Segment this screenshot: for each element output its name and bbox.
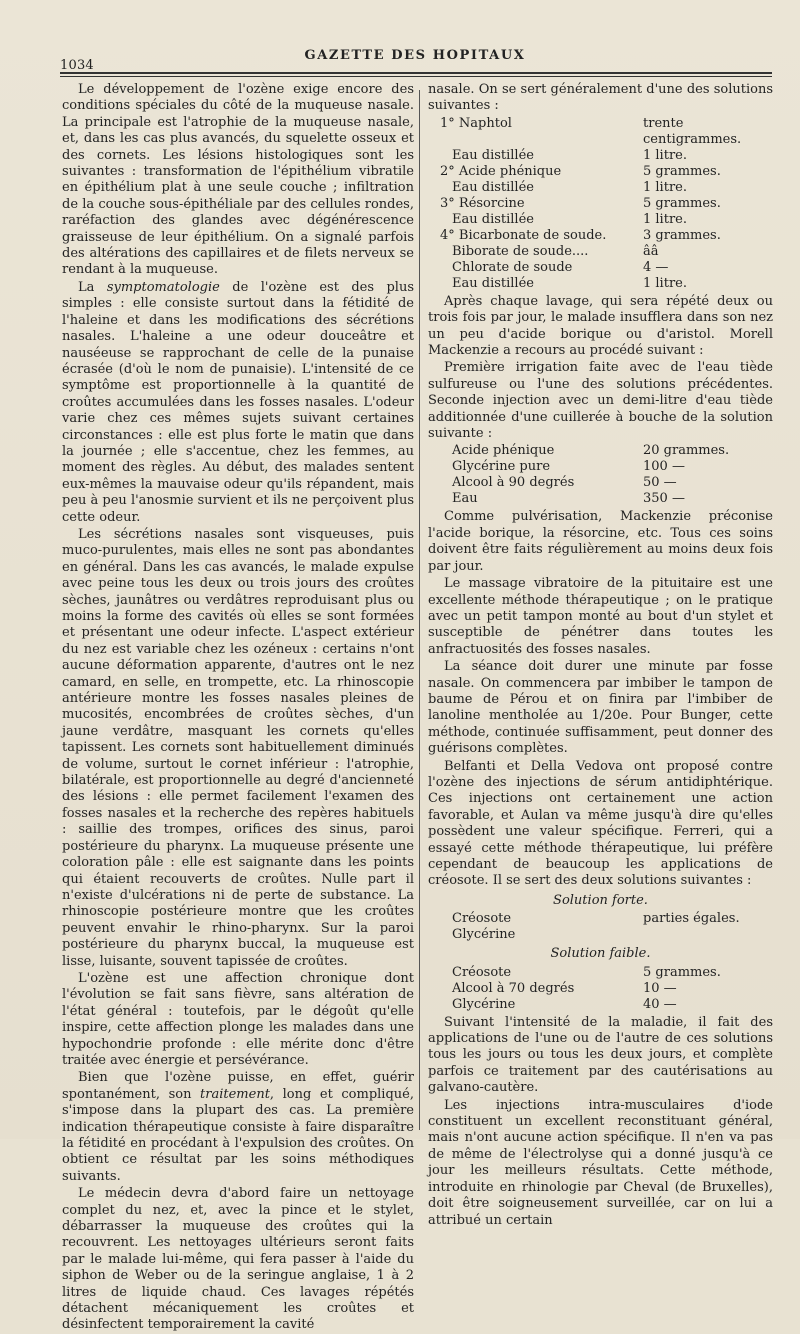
ingredient: Eau distillée xyxy=(452,275,534,291)
ingredient: Biborate de soude.... xyxy=(452,243,589,259)
prescription-row xyxy=(428,196,773,212)
column-divider xyxy=(419,90,420,1130)
left-column xyxy=(62,82,414,1333)
paragraph: Après chaque lavage, qui sera répété deux ou trois fois par jour, le malade insufflera dans son nez un peu d'acide borique ou d'aristol. Morell Mackenzie a recours au procédé suivant : xyxy=(428,293,773,359)
quantity: 5 grammes. xyxy=(643,195,721,211)
prescription-list xyxy=(428,965,773,1013)
paragraph xyxy=(62,280,414,526)
quantity: 1 litre. xyxy=(643,211,687,227)
ingredient: Alcool à 90 degrés xyxy=(452,475,575,491)
paragraph: L'ozène est une affection chronique dont l'évolution se fait sans fièvre, sans altération de l'état général : toutefois, par le dégoût qu'elle inspire, cette affection plonge les malades dans une hypochondrie profonde : elle mérite donc d'être traitée avec énergie et persévérance. xyxy=(62,970,414,1068)
quantity: 50 — xyxy=(643,475,677,491)
ingredient: Eau distillée xyxy=(452,211,534,227)
header-rule xyxy=(60,72,772,74)
prescription-row xyxy=(428,475,773,491)
paragraph: La séance doit durer une minute par fosse nasale. On commencera par imbiber le tampon de baume de Pérou et on finira par l'imbiber de lanoline mentholée au 1/20e. Pour Bunger, cette méthode, continuée suffisamment, peut donner des guérisons complètes. xyxy=(428,659,773,757)
solution-title: Solution faible. xyxy=(550,946,651,962)
ingredient: Eau distillée xyxy=(452,147,534,163)
prescription-row xyxy=(428,491,773,507)
prescription-row xyxy=(428,911,773,927)
prescription-row xyxy=(428,443,773,459)
ingredient: Créosote xyxy=(452,911,512,927)
header-rule-thin xyxy=(60,76,772,77)
paragraph: Comme pulvérisation, Mackenzie préconise l'acide borique, la résorcine, etc. Tous ces soins doivent être faits régulièrement au moins deux fois par jour. xyxy=(428,509,773,574)
ingredient: Eau distillée xyxy=(452,179,534,195)
ingredient: 3° Résorcine xyxy=(440,195,525,211)
quantity: 1 litre. xyxy=(643,147,687,163)
quantity: 1 litre. xyxy=(643,179,687,195)
prescription-row xyxy=(428,927,773,943)
quantity: 5 grammes. xyxy=(643,163,721,179)
quantity: trente centigrammes. xyxy=(643,115,742,147)
prescription-row xyxy=(428,244,773,260)
quantity: 4 — xyxy=(643,259,669,275)
paragraph xyxy=(62,1070,414,1185)
paragraph-text: de l'ozène est des plus simples : elle consiste surtout dans la fétidité de l'haleine et dans les modifications des sécrétions nasales. L'haleine a une odeur douceâtre et nauséeuse se rapprochant de celle de la punaise écrasée (d'où le nom de punaisie). L'intensité de ce symptôme est proportionnelle à la quantité de croûtes accumulées dans les fosses nasales. L'odeur varie chez ces mêmes sujets suivant certaines circonstances : elle est plus forte le matin que dans la journée ; elle s'accentue, chez les femmes, au moment des règles. Au début, des malades sentent eux-mêmes la mauvaise odeur qu'ils répandent, mais peu à peu l'anosmie survient et ils ne perçoivent plus cette odeur. xyxy=(62,279,414,525)
emphasis-term: traitement xyxy=(200,1086,270,1102)
prescription-row xyxy=(428,276,773,292)
page-number: 1034 xyxy=(60,58,94,73)
paragraph: Première irrigation faite avec de l'eau tiède sulfureuse ou l'une des solutions précédentes. Seconde injection avec un demi-litre d'eau tiède additionnée d'une cuillerée à bouche de la solution suivante : xyxy=(428,360,773,442)
prescription-row xyxy=(428,228,773,244)
paragraph: Suivant l'intensité de la maladie, il fait des applications de l'une ou de l'autre de ces solutions tous les jours ou tous les deux jours, et complète parfois ce traitement par des cautérisations au galvano-cautère. xyxy=(428,1014,773,1096)
ingredient: 4° Bicarbonate de soude. xyxy=(440,227,607,243)
paragraph: Les sécrétions nasales sont visqueuses, puis muco-purulentes, mais elles ne sont pas abondantes en général. Dans les cas avancés, le malade expulse avec peine tous les deux ou trois jours des croûtes sèches, jaunâtres ou verdâtres reproduisant plus ou moins la forme des cavités où elles se sont formées et présentant une odeur infecte. L'aspect extérieur du nez est variable chez les ozéneux : certains n'ont aucune déformation apparente, d'autres ont le nez camard, en selle, en trompette, etc. La rhinoscopie antérieure montre les fosses nasales pleines de mucosités, encombrées de croûtes sèches, d'un jaune verdâtre, masquant les cornets qu'elles tapissent. Les cornets sont habituellement diminués de volume, surtout le cornet inférieur : l'atrophie, bilatérale, est proportionnelle au degré d'ancienneté des lésions : elle permet facilement l'examen des fosses nasales et la recherche des repères habituels : saillie des trompes, orifices des sinus, paroi postérieure du pharynx. La muqueuse présente une coloration pâle : elle est saignante dans les points qui étaient recouverts de croûtes. Nulle part il n'existe d'ulcérations ni de perte de substance. La rhinoscopie postérieure montre que les croûtes peuvent envahir le rhino-pharynx. Sur la paroi postérieure du pharynx buccal, la muqueuse est lisse, luisante, souvent tapissée de croûtes. xyxy=(62,526,414,969)
quantity: 3 grammes. xyxy=(643,227,721,243)
prescription-list xyxy=(428,116,773,292)
prescription-list xyxy=(428,911,773,943)
prescription-row xyxy=(428,459,773,475)
ingredient: 2° Acide phénique xyxy=(440,163,562,179)
ingredient: 1° Naphtol xyxy=(440,115,512,131)
ingredient: Glycérine xyxy=(452,996,516,1012)
ingredient: Glycérine xyxy=(452,927,516,943)
quantity: 40 — xyxy=(643,996,677,1012)
quantity: ââ xyxy=(643,243,659,259)
paragraph: Le médecin devra d'abord faire un nettoyage complet du nez, et, avec la pince et le stylet, débarrasser la muqueuse des croûtes qui la recouvrent. Les nettoyages ultérieurs seront faits par le malade lui-même, qui fera passer à l'aide du siphon de Weber ou de la seringue anglaise, 1 à 2 litres de liquide chaud. Ces lavages répétés détachent mécaniquement les croûtes et désinfectent temporairement la cavité xyxy=(62,1186,414,1333)
quantity: 10 — xyxy=(643,980,677,996)
solution-title: Solution forte. xyxy=(553,892,648,908)
ingredient: Chlorate de soude xyxy=(452,259,573,275)
paragraph-lead: Bien que l'ozène puisse, en effet, guérir spontanément, son xyxy=(62,1070,414,1102)
quantity: 20 grammes. xyxy=(643,443,730,459)
emphasis-term: symptomatologie xyxy=(106,279,220,295)
ingredient: Acide phénique xyxy=(452,443,555,459)
right-column xyxy=(428,82,773,1228)
quantity: 100 — xyxy=(643,459,685,475)
prescription-row xyxy=(428,981,773,997)
paragraph: Les injections intra-musculaires d'iode constituent un excellent reconstituant général, mais n'ont aucune action spécifique. Il n'en va pas de même de l'électrolyse qui a donné jusqu'à ce jour les meilleurs résultats. Cette méthode, introduite en rhinologie par Cheval (de Bruxelles), doit être soigneusement surveillée, car on lui a attribué un certain xyxy=(428,1097,773,1228)
paragraph-text: , long et compliqué, s'impose dans la plupart des cas. La première indication thérapeutique consiste à faire disparaître la fétidité en procédant à l'expulsion des croûtes. On obtient ce résultat par les soins méthodiques suivants. xyxy=(62,1086,414,1184)
prescription-row xyxy=(428,180,773,196)
paragraph-lead: La xyxy=(78,279,95,295)
prescription-row xyxy=(428,116,773,148)
newspaper-title: GAZETTE DES HOPITAUX xyxy=(304,48,526,63)
paragraph: Belfanti et Della Vedova ont proposé contre l'ozène des injections de sérum antidiphtérique. Ces injections ont certainement une action favorable, et Aulan va même jusqu'à dire qu'elles possèdent une valeur spécifique. Ferreri, qui a essayé cette méthode thérapeutique, lui préfère cependant de beaucoup les applications de créosote. Il se sert des deux solutions suivantes : xyxy=(428,758,773,889)
quantity xyxy=(637,927,773,943)
prescription-row xyxy=(428,164,773,180)
ingredient: Créosote xyxy=(452,964,512,980)
quantity: 350 — xyxy=(643,491,685,507)
ingredient: Glycérine pure xyxy=(452,459,551,475)
prescription-row xyxy=(428,148,773,164)
prescription-row xyxy=(428,212,773,228)
paragraph: Le massage vibratoire de la pituitaire est une excellente méthode thérapeutique ; on le pratique avec un petit tampon monté au bout d'un stylet et susceptible de pénétrer dans toutes les anfractuosités des fosses nasales. xyxy=(428,576,773,657)
quantity: parties égales. xyxy=(643,911,740,927)
prescription-row xyxy=(428,260,773,276)
ingredient: Alcool à 70 degrés xyxy=(452,980,575,996)
quantity: 1 litre. xyxy=(643,275,687,291)
ingredient: Eau xyxy=(452,491,478,507)
prescription-row xyxy=(428,965,773,981)
prescription-list xyxy=(428,443,773,507)
paragraph: nasale. On se sert généralement d'une des solutions suivantes : xyxy=(428,82,773,114)
paragraph: Le développement de l'ozène exige encore des conditions spéciales du côté de la muqueuse nasale. La principale est l'atrophie de la muqueuse nasale, et, dans les cas plus avancés, du squelette osseux et des cornets. Les lésions histologiques sont les suivantes : transformation de l'épithélium vibratile en épithélium plat à une seule couche ; infiltration de la couche sous-épithéliale par des cellules rondes, raréfaction des glandes avec dégénérescence graisseuse de leur épithélium. On a signalé parfois des altérations des capillaires et de filets nerveux se rendant à la muqueuse. xyxy=(62,82,414,278)
prescription-row xyxy=(428,997,773,1013)
quantity: 5 grammes. xyxy=(643,964,721,980)
